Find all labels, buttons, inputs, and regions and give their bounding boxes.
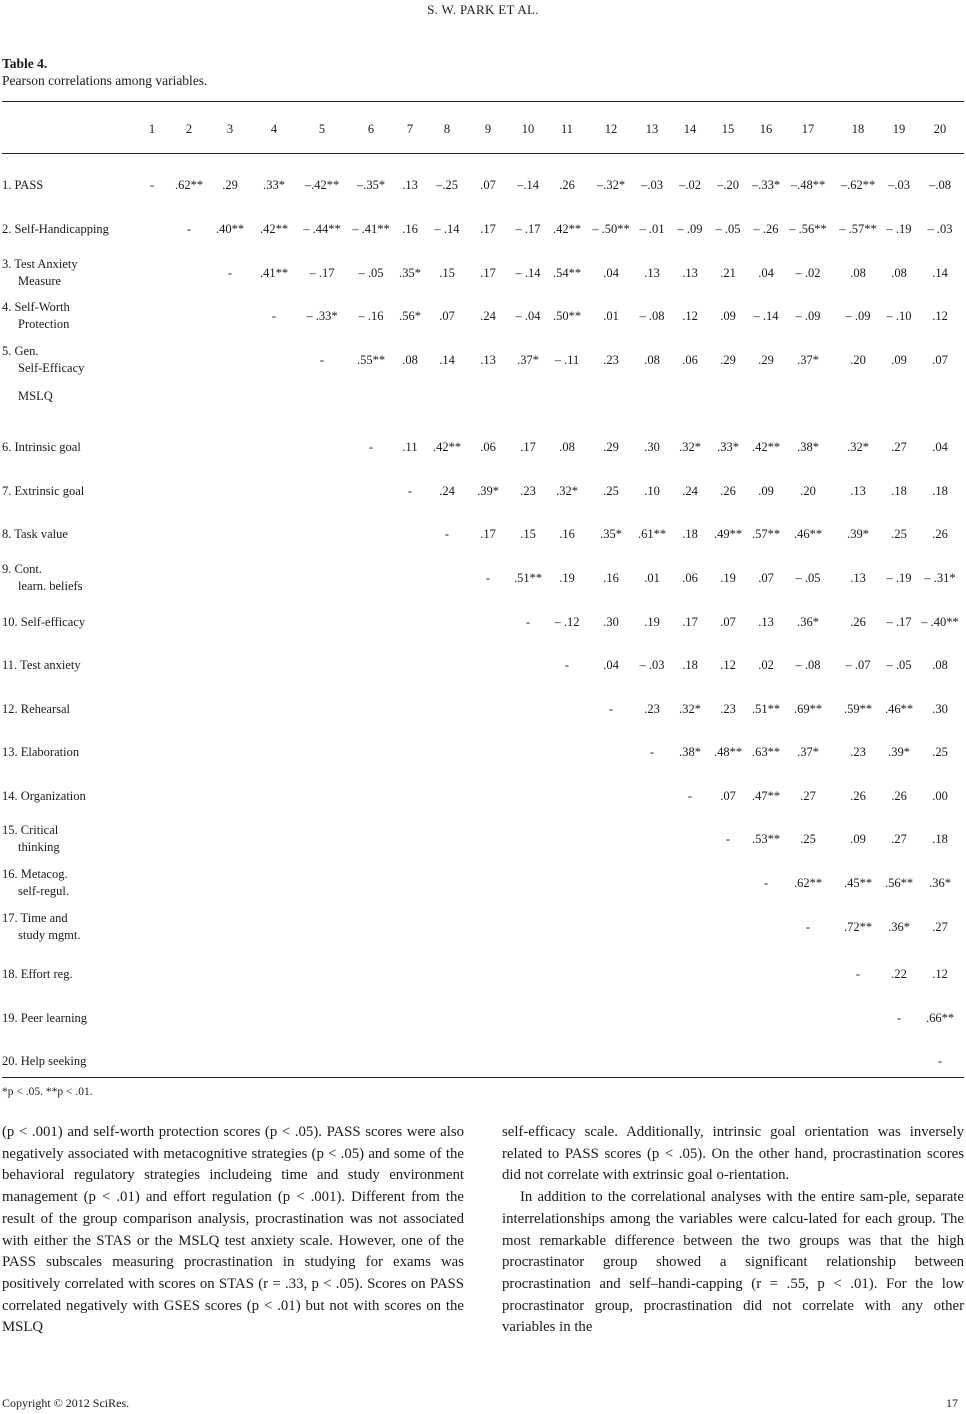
- table-cell: .04: [932, 440, 948, 454]
- column-header: 8: [443, 122, 451, 136]
- row-label-line: 18. Effort reg.: [2, 967, 73, 981]
- table-cell: .32*: [679, 440, 701, 454]
- table-cell: .13: [850, 571, 866, 585]
- table-cell: .13: [644, 266, 660, 280]
- table-cell: .32*: [847, 440, 869, 454]
- table-cell: .39*: [477, 484, 499, 498]
- table-cell: .45**: [843, 876, 873, 890]
- table-cell: .08: [891, 266, 907, 280]
- table-cell: .41**: [259, 266, 289, 280]
- table-cell: .72**: [843, 920, 873, 934]
- table-cell: .15: [439, 266, 455, 280]
- table-cell: .19: [644, 615, 660, 629]
- table-cell: .12: [720, 658, 736, 672]
- row-label-line: Protection: [18, 317, 70, 331]
- table-cell: .24: [480, 309, 496, 323]
- table-cell: .26: [720, 484, 736, 498]
- table-cell: .56*: [399, 309, 421, 323]
- table-cell: .27: [932, 920, 948, 934]
- table-cell: .26: [559, 178, 575, 192]
- table-cell: – .57**: [839, 222, 877, 236]
- row-label: [2, 614, 85, 631]
- table-cell: .23: [644, 702, 660, 716]
- row-label-line: 9. Cont.: [2, 562, 42, 576]
- row-label-line: learn. beliefs: [18, 579, 83, 593]
- table-cell: .07: [720, 789, 736, 803]
- column-header: 9: [484, 122, 492, 136]
- table-cell: – .14: [434, 222, 460, 236]
- table-cell: -: [896, 1011, 902, 1025]
- table-cell: .61**: [637, 527, 667, 541]
- row-label: [2, 910, 81, 944]
- table-cell: .36*: [797, 615, 819, 629]
- table-cell: .27: [891, 440, 907, 454]
- table-cell: .30: [603, 615, 619, 629]
- table-cell: -: [444, 527, 450, 541]
- table-cell: .30: [644, 440, 660, 454]
- column-header: 1: [148, 122, 156, 136]
- row-label-line: 14. Organization: [2, 789, 86, 803]
- table-cell: – .11: [554, 353, 580, 367]
- table-cell: -: [805, 920, 811, 934]
- row-label-line: 13. Elaboration: [2, 745, 80, 759]
- table-cell: – .14: [515, 266, 541, 280]
- table-cell: .26: [850, 789, 866, 803]
- column-header: 10: [521, 122, 535, 136]
- table-cell: .01: [603, 309, 619, 323]
- table-cell: .09: [720, 309, 736, 323]
- row-label-line: 6. Intrinsic goal: [2, 440, 81, 454]
- table-cell: -: [564, 658, 570, 672]
- table-cell: .11: [402, 440, 418, 454]
- column-header: 2: [185, 122, 193, 136]
- table-cell: .16: [603, 571, 619, 585]
- table-cell: – .17: [309, 266, 335, 280]
- row-label-line: 12. Rehearsal: [2, 702, 71, 716]
- table-cell: .26: [932, 527, 948, 541]
- table-cell: – .01: [639, 222, 665, 236]
- table-cell: – .10: [886, 309, 912, 323]
- table-cell: -: [687, 789, 693, 803]
- table-caption: Pearson correlations among variables.: [2, 73, 208, 88]
- table-cell: .06: [682, 353, 698, 367]
- row-label: [2, 1010, 87, 1027]
- table-cell: .38*: [797, 440, 819, 454]
- column-header: 11: [560, 122, 574, 136]
- row-label-line: thinking: [18, 840, 60, 854]
- table-cell: .29: [222, 178, 238, 192]
- row-label: [2, 299, 70, 333]
- table-cell: .37*: [517, 353, 539, 367]
- row-label-line: 16. Metacog.: [2, 867, 68, 881]
- table-cell: – .03: [927, 222, 953, 236]
- table-cell: .13: [850, 484, 866, 498]
- table-cell: –.25: [436, 178, 458, 192]
- table-cell: .13: [480, 353, 496, 367]
- table-cell: – .09: [677, 222, 703, 236]
- copyright-footer: Copyright © 2012 SciRes.: [2, 1396, 130, 1410]
- column-header: 7: [406, 122, 414, 136]
- table-cell: .47**: [751, 789, 781, 803]
- table-cell: .39*: [888, 745, 910, 759]
- table-cell: .25: [800, 832, 816, 846]
- table-cell: .29: [758, 353, 774, 367]
- table-cell: .50**: [552, 309, 582, 323]
- row-label: [2, 966, 73, 983]
- table-cell: .33*: [717, 440, 739, 454]
- column-header: 19: [892, 122, 906, 136]
- table-cell: .24: [682, 484, 698, 498]
- table-cell: .06: [682, 571, 698, 585]
- table-cell: -: [485, 571, 491, 585]
- row-label-line: 1. PASS: [2, 178, 44, 192]
- row-label: [2, 256, 78, 290]
- body-paragraph: self-efficacy scale. Additionally, intrinsic goal orientation was inversely related to PASS scores (p < .05). On the other hand, procrastination scores did not correlate with extrinsic goal o-rientation.: [502, 1124, 964, 1184]
- table-cell: .25: [932, 745, 948, 759]
- table-cell: -: [525, 615, 531, 629]
- table-cell: .54**: [552, 266, 582, 280]
- table-cell: .51**: [751, 702, 781, 716]
- table-cell: .37*: [797, 353, 819, 367]
- table-cell: .17: [480, 266, 496, 280]
- column-header: 4: [270, 122, 278, 136]
- row-label-line: 19. Peer learning: [2, 1011, 88, 1025]
- table-cell: – .16: [358, 309, 384, 323]
- table-cell: – .09: [795, 309, 821, 323]
- table-cell: .18: [682, 527, 698, 541]
- row-label-line: Measure: [18, 274, 62, 288]
- row-label-line: Self-Efficacy: [18, 361, 85, 375]
- body-column-right: [502, 1122, 964, 1339]
- column-header: 6: [367, 122, 375, 136]
- table-cell: -: [186, 222, 192, 236]
- row-label-line: study mgmt.: [18, 928, 81, 942]
- table-cell: .07: [932, 353, 948, 367]
- column-header: 17: [801, 122, 815, 136]
- table-cell: -: [608, 702, 614, 716]
- row-label-line: 4. Self-Worth: [2, 300, 70, 314]
- table-cell: .59**: [843, 702, 873, 716]
- table-cell: –.48**: [790, 178, 826, 192]
- table-cell: .08: [559, 440, 575, 454]
- table-cell: .35*: [600, 527, 622, 541]
- table-cell: .27: [891, 832, 907, 846]
- table-cell: .23: [520, 484, 536, 498]
- table-cell: .17: [520, 440, 536, 454]
- row-label: [2, 483, 84, 500]
- table-cell: .16: [559, 527, 575, 541]
- table-cell: .42**: [432, 440, 462, 454]
- table-cell: .06: [480, 440, 496, 454]
- table-cell: – .40**: [921, 615, 959, 629]
- table-cell: .17: [480, 222, 496, 236]
- table-cell: –.03: [641, 178, 663, 192]
- table-cell: .17: [480, 527, 496, 541]
- column-header: 5: [318, 122, 326, 136]
- table-cell: .27: [800, 789, 816, 803]
- table-cell: .13: [758, 615, 774, 629]
- table-cell: – .50**: [592, 222, 630, 236]
- table-cell: .36*: [929, 876, 951, 890]
- table-cell: .12: [682, 309, 698, 323]
- body-paragraph: In addition to the correlational analyses with the entire sam-ple, separate interrelationships among the variables were calcu-lated for each group. The most remarkable difference between the two groups was that the high procrastinator group showed a significant relationship between procrastination and self–handi-capping (r = .55, p < .01). For the low procrastinator group, procrastination did not correlate with any other variables in the: [502, 1189, 964, 1336]
- table-cell: –.32*: [596, 178, 626, 192]
- row-label: [2, 866, 69, 900]
- table-cell: – .17: [515, 222, 541, 236]
- body-column-left: [2, 1122, 464, 1339]
- table-cell: – .56**: [789, 222, 827, 236]
- table-cell: –.20: [717, 178, 739, 192]
- table-cell: .17: [682, 615, 698, 629]
- row-label-line: 15. Critical: [2, 823, 59, 837]
- table-cell: .09: [758, 484, 774, 498]
- table-cell: .42**: [552, 222, 582, 236]
- table-cell: .12: [932, 967, 948, 981]
- table-cell: .14: [932, 266, 948, 280]
- table-cell: .23: [720, 702, 736, 716]
- table-cell: .07: [439, 309, 455, 323]
- table-cell: – .14: [753, 309, 779, 323]
- table-cell: .00: [932, 789, 948, 803]
- table-cell: – .05: [886, 658, 912, 672]
- table-cell: .15: [520, 527, 536, 541]
- table-header-rule: [2, 153, 964, 154]
- table-cell: .18: [682, 658, 698, 672]
- table-cell: – .41**: [352, 222, 390, 236]
- table-cell: .57**: [751, 527, 781, 541]
- table-cell: – .07: [845, 658, 871, 672]
- table-cell: .19: [559, 571, 575, 585]
- column-header: 3: [226, 122, 234, 136]
- table-cell: –.03: [888, 178, 910, 192]
- row-label: [2, 343, 84, 377]
- row-label-line: 20. Help seeking: [2, 1054, 87, 1068]
- table-cell: .42**: [259, 222, 289, 236]
- table-top-rule: [2, 101, 964, 102]
- row-label: [2, 177, 43, 194]
- row-label-line: 2. Self-Handicapping: [2, 222, 109, 236]
- table-cell: .29: [603, 440, 619, 454]
- table-cell: .23: [603, 353, 619, 367]
- table-cell: .04: [758, 266, 774, 280]
- table-cell: .40**: [215, 222, 245, 236]
- row-label-line: 11. Test anxiety: [2, 658, 81, 672]
- table-cell: -: [271, 309, 277, 323]
- row-label: [2, 657, 81, 674]
- table-cell: -: [227, 266, 233, 280]
- table-cell: .25: [603, 484, 619, 498]
- row-label: [2, 561, 83, 595]
- table-cell: – .19: [886, 571, 912, 585]
- table-cell: – .19: [886, 222, 912, 236]
- table-cell: .37*: [797, 745, 819, 759]
- column-header: 13: [645, 122, 659, 136]
- table-cell: .33*: [263, 178, 285, 192]
- table-cell: .09: [850, 832, 866, 846]
- table-cell: .48**: [713, 745, 743, 759]
- table-cell: – .26: [753, 222, 779, 236]
- table-cell: .18: [932, 484, 948, 498]
- table-cell: –.33*: [751, 178, 781, 192]
- table-cell: –.14: [517, 178, 539, 192]
- table-cell: .12: [932, 309, 948, 323]
- table-cell: .09: [891, 353, 907, 367]
- table-cell: .14: [439, 353, 455, 367]
- row-label-line: 8. Task value: [2, 527, 68, 541]
- row-label: [2, 526, 68, 543]
- column-header: 18: [851, 122, 865, 136]
- table-cell: .07: [720, 615, 736, 629]
- table-cell: -: [937, 1054, 943, 1068]
- row-label: [2, 822, 60, 856]
- body-paragraph: (p < .001) and self-worth protection scores (p < .05). PASS scores were also negatively associated with metacognitive strategies (p < .05) and some of the behavioral regulatory strategies includeing time and study environment management (p < .01) and effort regulation (p < .001). Different from the result of the group comparison analysis, procrastination was not associated with either the STAS or the MSLQ test anxiety scale. However, one of the PASS subscales measuring procrastination in studying for exams was positively correlated with scores on STAS (r = .33, p < .05). Scores on PASS correlated negatively with GSES scores (p < .01) but not with scores on the MSLQ: [2, 1124, 464, 1336]
- table-cell: .26: [891, 789, 907, 803]
- row-label: [2, 221, 109, 238]
- column-header: 12: [604, 122, 618, 136]
- table-cell: .30: [932, 702, 948, 716]
- table-cell: –.35*: [356, 178, 386, 192]
- table-cell: -: [649, 745, 655, 759]
- table-cell: .04: [603, 658, 619, 672]
- table-cell: .19: [720, 571, 736, 585]
- table-cell: -: [725, 832, 731, 846]
- column-header: 16: [759, 122, 773, 136]
- table-cell: .08: [932, 658, 948, 672]
- table-cell: – .08: [795, 658, 821, 672]
- row-label-line: self-regul.: [18, 884, 70, 898]
- table-cell: -: [407, 484, 413, 498]
- table-cell: -: [149, 178, 155, 192]
- row-label: [2, 1053, 86, 1070]
- column-header: 20: [933, 122, 947, 136]
- table-cell: –.02: [679, 178, 701, 192]
- table-bottom-rule: [2, 1077, 964, 1078]
- table-cell: -: [763, 876, 769, 890]
- table-note: *p < .05. **p < .01.: [2, 1086, 93, 1098]
- row-label-line: 17. Time and: [2, 911, 68, 925]
- table-cell: – .09: [845, 309, 871, 323]
- table-cell: – .31*: [924, 571, 956, 585]
- table-cell: .13: [402, 178, 418, 192]
- table-cell: -: [855, 967, 861, 981]
- table-cell: .53**: [751, 832, 781, 846]
- table-cell: .01: [644, 571, 660, 585]
- table-cell: -: [319, 353, 325, 367]
- table-cell: – .02: [795, 266, 821, 280]
- row-label-line: 7. Extrinsic goal: [2, 484, 85, 498]
- row-label: [2, 701, 70, 718]
- table-cell: .69**: [793, 702, 823, 716]
- table-cell: – .03: [639, 658, 665, 672]
- table-cell: .32*: [556, 484, 578, 498]
- table-cell: .24: [439, 484, 455, 498]
- table-cell: .13: [682, 266, 698, 280]
- table-cell: .02: [758, 658, 774, 672]
- section-label-mslq: MSLQ: [18, 389, 53, 403]
- table-cell: .32*: [679, 702, 701, 716]
- table-cell: –.42**: [304, 178, 340, 192]
- table-cell: .62**: [174, 178, 204, 192]
- column-header: 14: [683, 122, 697, 136]
- table-cell: .42**: [751, 440, 781, 454]
- page-number: 17: [946, 1396, 958, 1410]
- table-cell: .39*: [847, 527, 869, 541]
- column-header: 15: [721, 122, 735, 136]
- table-cell: .21: [720, 266, 736, 280]
- table-cell: .36*: [888, 920, 910, 934]
- table-cell: .35*: [399, 266, 421, 280]
- table-cell: .20: [850, 353, 866, 367]
- table-cell: – .05: [795, 571, 821, 585]
- table-cell: .23: [850, 745, 866, 759]
- table-cell: .18: [932, 832, 948, 846]
- table-cell: .25: [891, 527, 907, 541]
- row-label: [2, 744, 79, 761]
- table-cell: .63**: [751, 745, 781, 759]
- table-cell: .10: [644, 484, 660, 498]
- table-cell: .07: [758, 571, 774, 585]
- table-cell: .22: [891, 967, 907, 981]
- table-cell: –.62**: [840, 178, 876, 192]
- table-cell: .46**: [793, 527, 823, 541]
- row-label: [2, 788, 86, 805]
- table-cell: – .33*: [306, 309, 338, 323]
- table-cell: .18: [891, 484, 907, 498]
- running-head: S. W. PARK ET AL.: [427, 2, 539, 17]
- row-label-line: 5. Gen.: [2, 344, 39, 358]
- table-cell: .08: [402, 353, 418, 367]
- table-cell: .08: [850, 266, 866, 280]
- table-cell: .26: [850, 615, 866, 629]
- table-cell: .62**: [793, 876, 823, 890]
- table-cell: .08: [644, 353, 660, 367]
- table-cell: – .17: [886, 615, 912, 629]
- table-cell: – .05: [358, 266, 384, 280]
- table-cell: .56**: [884, 876, 914, 890]
- table-cell: .49**: [713, 527, 743, 541]
- table-cell: .66**: [925, 1011, 955, 1025]
- table-label: Table 4.: [2, 56, 48, 71]
- table-cell: – .05: [715, 222, 741, 236]
- table-cell: -: [368, 440, 374, 454]
- table-cell: .51**: [513, 571, 543, 585]
- table-cell: .55**: [356, 353, 386, 367]
- table-cell: – .12: [554, 615, 580, 629]
- row-label-line: 10. Self-efficacy: [2, 615, 86, 629]
- table-cell: – .08: [639, 309, 665, 323]
- row-label: [2, 439, 81, 456]
- table-cell: .38*: [679, 745, 701, 759]
- table-cell: .04: [603, 266, 619, 280]
- table-cell: .29: [720, 353, 736, 367]
- table-cell: .46**: [884, 702, 914, 716]
- table-cell: .16: [402, 222, 418, 236]
- table-cell: – .04: [515, 309, 541, 323]
- table-cell: .07: [480, 178, 496, 192]
- table-cell: –.08: [929, 178, 951, 192]
- table-cell: .20: [800, 484, 816, 498]
- table-cell: – .44**: [303, 222, 341, 236]
- row-label-line: 3. Test Anxiety: [2, 257, 78, 271]
